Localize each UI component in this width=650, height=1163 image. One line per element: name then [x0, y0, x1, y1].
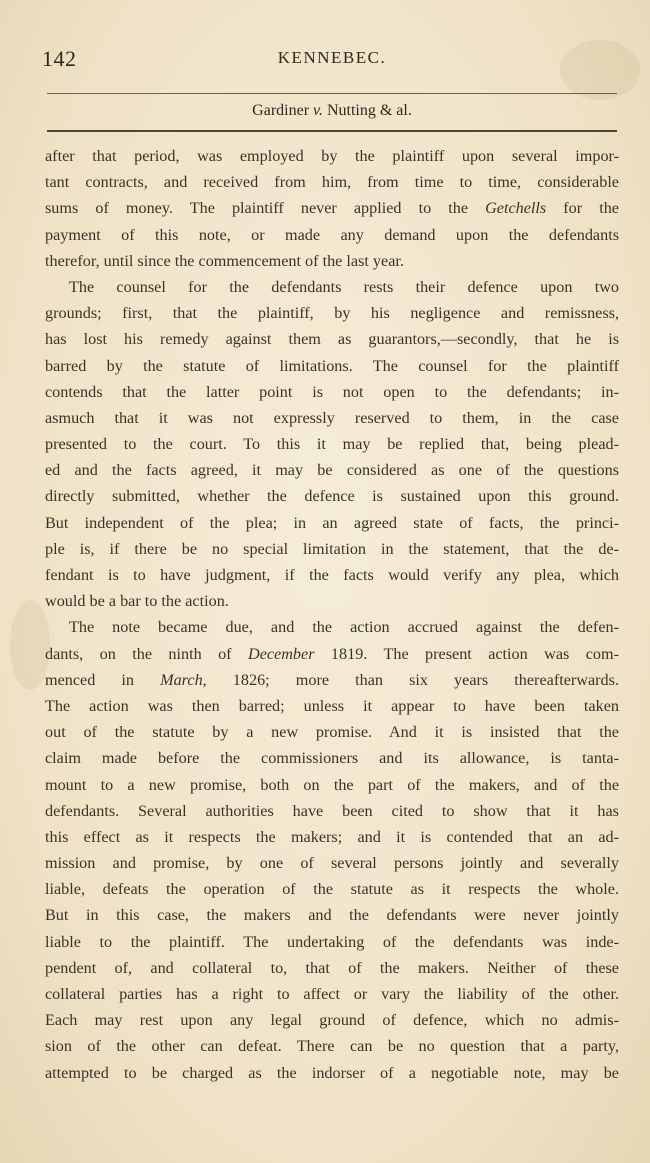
text-line: [45, 300, 619, 326]
text-segment: The action was then barred; unless it appear to have been taken: [45, 696, 619, 715]
case-versus: v.: [313, 102, 323, 119]
text-segment: grounds; first, that the plaintiff, by his negligence and remissness,: [45, 304, 619, 323]
text-segment: pendent of, and collateral to, that of the makers. Neither of these: [45, 958, 619, 977]
text-line: [45, 772, 619, 798]
running-title: KENNEBEC.: [277, 48, 387, 67]
text-segment: , 1826; more than six years thereafterwards.: [202, 670, 619, 689]
text-segment: fendant is to have judgment, if the facts would verify any plea, which: [45, 566, 619, 584]
text-segment: ed and the facts agreed, it may be considered as one of the questions: [45, 461, 619, 480]
text-segment: But independent of the plea; in an agreed state of facts, the princi-: [45, 513, 619, 532]
text-line: [45, 798, 619, 824]
text-segment: therefor, until since the commencement of the last year.: [45, 251, 404, 270]
text-line: [45, 850, 619, 876]
text-line: [45, 902, 619, 928]
text-line: [45, 588, 619, 614]
italic-text: December: [248, 644, 315, 663]
title-rule: [47, 130, 617, 132]
text-line: [45, 195, 619, 221]
text-line: [45, 143, 619, 169]
text-segment: presented to the court. To this it may be replied that, being plead-: [45, 435, 619, 454]
text-segment: mission and promise, by one of several persons jointly and severally: [45, 854, 619, 873]
text-segment: asmuch that it was not expressly reserved to them, in the case: [45, 408, 619, 427]
text-line: [45, 1007, 619, 1033]
text-line: [45, 562, 619, 588]
text-line: [45, 222, 619, 248]
text-line: [45, 326, 619, 352]
paragraph: [45, 143, 619, 274]
running-head: [42, 44, 622, 72]
text-segment: contends that the latter point is not open to the defendants; in-: [45, 382, 619, 401]
text-line: [45, 693, 619, 719]
text-segment: directly submitted, whether the defence is sustained upon this ground.: [45, 487, 619, 506]
case-defendant: Nutting & al.: [326, 102, 412, 119]
text-segment: payment of this note, or made any demand upon the defendants: [45, 225, 619, 244]
text-line: [45, 955, 619, 981]
text-line: [45, 248, 619, 274]
italic-text: March: [160, 670, 203, 689]
text-segment: after that period, was employed by the plaintiff upon several impor-: [45, 147, 619, 165]
text-segment: liable to the plaintiff. The undertaking of the defendants was inde-: [45, 932, 619, 951]
text-segment: collateral parties has a right to affect or vary the liability of the other.: [45, 985, 619, 1003]
text-segment: claim made before the commissioners and its allowance, is tanta-: [45, 749, 619, 768]
text-segment: would be a bar to the action.: [45, 592, 229, 611]
text-line: [45, 1033, 619, 1059]
text-segment: out of the statute by a new promise. And it is insisted that the: [45, 723, 619, 742]
text-segment: 1819. The present action was com-: [314, 644, 619, 663]
text-segment: tant contracts, and received from him, from time to time, considerable: [45, 173, 619, 192]
body-text: [45, 143, 619, 1086]
text-segment: mount to a new promise, both on the part of the makers, and of the: [45, 775, 619, 794]
text-segment: ple is, if there be no special limitation in the statement, that the de-: [45, 539, 619, 558]
text-segment: The note became due, and the action accrued against the defen-: [69, 618, 619, 637]
text-segment: menced in: [45, 670, 161, 689]
text-segment: this effect as it respects the makers; and it is contended that an ad-: [45, 827, 619, 846]
case-plaintiff: Gardiner: [252, 102, 310, 119]
text-line: [45, 614, 619, 640]
text-line: [45, 379, 619, 405]
text-line: [45, 719, 619, 745]
text-line: [45, 824, 619, 850]
text-line: [45, 745, 619, 771]
italic-text: Getchells: [485, 199, 547, 218]
text-segment: liable, defeats the operation of the statute as it respects the whole.: [45, 880, 619, 899]
text-line: [45, 483, 619, 509]
text-segment: Each may rest upon any legal ground of defence, which no admis-: [45, 1011, 619, 1030]
text-segment: sums of money. The plaintiff never applied to the: [45, 199, 486, 218]
case-title: [42, 102, 622, 120]
text-line: [45, 929, 619, 955]
text-segment: for the: [546, 199, 619, 218]
text-segment: attempted to be charged as the indorser of a negotiable note, may be: [45, 1063, 619, 1082]
text-segment: has lost his remedy against them as guarantors,—secondly, that he is: [45, 330, 619, 349]
text-segment: But in this case, the makers and the defendants were never jointly: [45, 906, 619, 925]
paragraph: [45, 614, 619, 1085]
text-line: [45, 641, 619, 667]
book-page: [42, 0, 622, 1163]
text-line: [45, 169, 619, 195]
text-line: [45, 405, 619, 431]
text-segment: sion of the other can defeat. There can be no question that a party,: [45, 1037, 619, 1056]
text-segment: defendants. Several authorities have been cited to show that it has: [45, 801, 619, 820]
text-line: [45, 457, 619, 483]
text-line: [45, 274, 619, 300]
text-line: [45, 353, 619, 379]
text-segment: barred by the statute of limitations. The counsel for the plaintiff: [45, 356, 619, 375]
text-line: [45, 876, 619, 902]
text-line: [45, 1060, 619, 1086]
header-rule: [47, 93, 617, 94]
text-line: [45, 667, 619, 693]
page-number: 142: [42, 46, 77, 71]
text-line: [45, 431, 619, 457]
paragraph: [45, 274, 619, 614]
text-line: [45, 981, 619, 1007]
text-line: [45, 536, 619, 562]
text-line: [45, 510, 619, 536]
text-segment: dants, on the ninth of: [45, 644, 248, 663]
text-segment: The counsel for the defendants rests their defence upon two: [69, 277, 619, 296]
